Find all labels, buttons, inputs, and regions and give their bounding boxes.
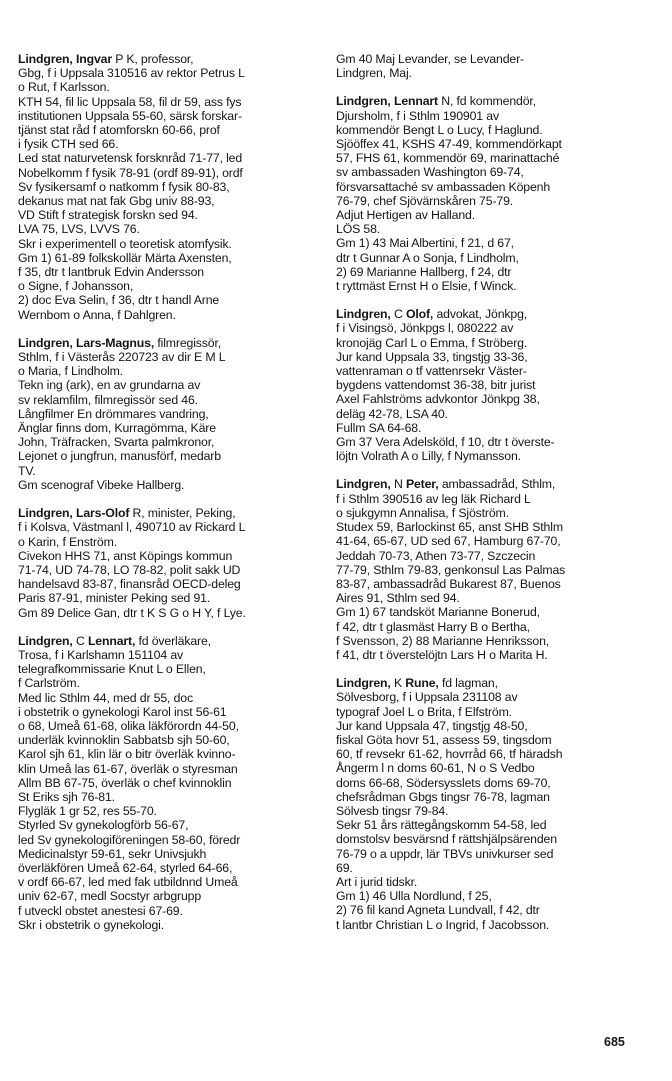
entry-title: advokat, Jönkpg, bbox=[433, 307, 528, 322]
biography-entry bbox=[18, 634, 324, 932]
entry-line: f utveckl obstet anestesi 67-69. bbox=[18, 903, 183, 918]
entry-line: deläg 42-78, LSA 40. bbox=[336, 406, 448, 421]
biography-entry bbox=[336, 94, 636, 293]
entry-line: Nobelkomm f fysik 78-91 (ordf 89-91), ordf bbox=[18, 165, 243, 180]
entry-line: Wernbom o Anna, f Dahlgren. bbox=[18, 307, 176, 322]
entry-line: dtr t Gunnar A o Sonja, f Lindholm, bbox=[336, 250, 519, 265]
entry-line: Adjut Hertigen av Halland. bbox=[336, 208, 475, 223]
entry-line: TV. bbox=[18, 463, 36, 478]
entry-surname: Lindgren, bbox=[336, 477, 391, 492]
entry-line: Skr i experimentell o teoretisk atomfysik. bbox=[18, 236, 232, 251]
entry-line: Gm 1) 43 Mai Albertini, f 21, d 67, bbox=[336, 236, 514, 251]
entry-line: 76-79 o a uppdr, lär TBVs univkurser sed bbox=[336, 846, 554, 861]
entry-title: fd överläkare, bbox=[135, 633, 211, 648]
entry-surname: Lindgren, bbox=[18, 335, 73, 350]
entry-surname: Lindgren, bbox=[18, 506, 73, 521]
entry-line: bygdens vattendomst 36-38, bitr jurist bbox=[336, 378, 536, 393]
entry-line: försvarsattaché sv ambassaden Köpenh bbox=[336, 179, 551, 194]
entry-line: Studex 59, Barlockinst 65, anst SHB Sthlm bbox=[336, 520, 563, 535]
entry-line: Axel Fahlströms advkontor Jönkpg 38, bbox=[336, 392, 540, 407]
entry-line: f Carlström. bbox=[18, 676, 80, 691]
entry-line: Fullm SA 64-68. bbox=[336, 420, 422, 435]
entry-line: f i Sthlm 390516 av leg läk Richard L bbox=[336, 491, 531, 506]
entry-heading bbox=[336, 94, 636, 108]
entry-line: o sjukgymn Annalisa, f Sjöström. bbox=[336, 505, 509, 520]
entry-line: o Rut, f Karlsson. bbox=[18, 80, 110, 95]
entry-line: LVA 75, LVS, LVVS 76. bbox=[18, 222, 140, 237]
entry-line: KTH 54, fil lic Uppsala 58, fil dr 59, ass fys bbox=[18, 94, 242, 109]
entry-initials: C bbox=[72, 633, 88, 648]
entry-line: Djursholm, f i Sthlm 190901 av bbox=[336, 108, 499, 123]
entry-given-name: Lennart, bbox=[87, 633, 136, 648]
entry-heading bbox=[336, 477, 636, 491]
entry-line: Art i jurid tidskr. bbox=[336, 874, 418, 889]
entry-line: Tekn ing (ark), en av grundarna av bbox=[18, 378, 201, 393]
entry-line: VD Stift f strategisk forskn sed 94. bbox=[18, 208, 198, 223]
entry-line: John, Träfracken, Svarta palmkronor, bbox=[18, 435, 215, 450]
entry-line: 2) 69 Marianne Hallberg, f 24, dtr bbox=[336, 264, 512, 279]
entry-given-name: Lars-Olof bbox=[75, 506, 130, 521]
biography-entry bbox=[18, 52, 324, 322]
entry-line: Jur kand Uppsala 47, tingstjg 48-50, bbox=[336, 718, 528, 733]
entry-line: Gm 89 Delice Gan, dtr t K S G o H Y, f Lye. bbox=[18, 605, 246, 620]
entry-line: 60, tf revsekr 61-62, hovrråd 66, tf häradsh bbox=[336, 747, 563, 762]
entry-line: Änglar finns dom, Kurragömma, Käre bbox=[18, 421, 216, 436]
entry-line: 2) 76 fil kand Agneta Lundvall, f 42, dtr bbox=[336, 903, 540, 918]
entry-line: t lantbr Christian L o Ingrid, f Jacobsson. bbox=[336, 917, 550, 932]
biography-entry bbox=[336, 307, 636, 463]
entry-line: f 42, dtr t glasmäst Harry B o Bertha, bbox=[336, 619, 530, 634]
entry-line: Led stat naturvetensk forsknråd 71-77, led bbox=[18, 151, 243, 166]
entry-line: f Svensson, 2) 88 Marianne Henriksson, bbox=[336, 633, 550, 648]
entry-heading bbox=[18, 634, 324, 648]
entry-line: chefsrådman Gbgs tingsr 76-78, lagman bbox=[336, 789, 550, 804]
entry-heading bbox=[336, 307, 636, 321]
entry-line: klin Umeå las 61-67, överläk o styresman bbox=[18, 761, 238, 776]
entry-heading bbox=[18, 336, 324, 350]
entry-line: Medicinalstyr 59-61, sekr Univsjukh bbox=[18, 846, 207, 861]
right-column bbox=[336, 52, 636, 946]
entry-line: 71-74, UD 74-78, LO 78-82, polit sakk UD bbox=[18, 562, 241, 577]
entry-heading bbox=[18, 506, 324, 520]
entry-line: Gm 1) 67 tandsköt Marianne Bonerud, bbox=[336, 605, 540, 620]
entry-line: 77-79, Sthlm 79-83, genkonsul Las Palmas bbox=[336, 562, 566, 577]
entry-line: sv reklamfilm, filmregissör sed 46. bbox=[18, 392, 198, 407]
entry-line: överläkfören Umeå 62-64, styrled 64-66, bbox=[18, 860, 233, 875]
entry-line: typograf Joel L o Brita, f Elfström. bbox=[336, 704, 512, 719]
entry-surname: Lindgren, bbox=[336, 676, 391, 691]
entry-line: univ 62-67, medl Socstyr arbgrupp bbox=[18, 889, 202, 904]
entry-title: N, fd kommendör, bbox=[438, 94, 536, 109]
entry-line: Sölvesb tingsr 79-84. bbox=[336, 803, 449, 818]
entry-line: telegrafkommissarie Knut L o Ellen, bbox=[18, 662, 206, 677]
left-column bbox=[18, 52, 324, 946]
entry-line: t ryttmäst Ernst H o Elsie, f Winck. bbox=[336, 279, 517, 294]
entry-line: Lejonet o jungfrun, manusförf, medarb bbox=[18, 449, 221, 464]
entry-line: underläk kvinnoklin Sabbatsb sjh 50-60, bbox=[18, 733, 230, 748]
entry-surname: Lindgren, bbox=[336, 307, 391, 322]
page-number: 685 bbox=[604, 1035, 625, 1049]
entry-line: kronojäg Carl L o Emma, f Ströberg. bbox=[336, 335, 528, 350]
entry-line: kommendör Bengt L o Lucy, f Haglund. bbox=[336, 122, 543, 137]
entry-line: f 41, dtr t överstelöjtn Lars H o Marita H. bbox=[336, 647, 548, 662]
entry-line: Gm 1) 61-89 folkskollär Märta Axensten, bbox=[18, 250, 232, 265]
entry-title: filmregissör, bbox=[154, 335, 222, 350]
entry-given-name: Peter, bbox=[405, 477, 439, 492]
entry-line: Jur kand Uppsala 33, tingstjg 33-36, bbox=[336, 349, 528, 364]
entry-line: v ordf 66-67, led med fak utbildnnd Umeå bbox=[18, 875, 238, 890]
entry-line: handelsavd 83-87, finansråd OECD-deleg bbox=[18, 577, 241, 592]
entry-line: institutionen Uppsala 55-60, särsk forskar- bbox=[18, 108, 242, 123]
biography-entry bbox=[18, 336, 324, 492]
entry-initials: K bbox=[390, 676, 406, 691]
entry-line: 57, FHS 61, kommendör 69, marinattaché bbox=[336, 151, 560, 166]
entry-line: Aires 91, Sthlm sed 94. bbox=[336, 591, 460, 606]
biography-entry bbox=[336, 52, 636, 80]
entry-line: sv ambassaden Washington 69-74, bbox=[336, 165, 524, 180]
entry-line: o Karin, f Enström. bbox=[18, 534, 117, 549]
entry-given-name: Rune, bbox=[405, 676, 439, 691]
entry-line: Gbg, f i Uppsala 310516 av rektor Petrus L bbox=[18, 66, 245, 81]
entry-line: i obstetrik o gynekologi Karol inst 56-61 bbox=[18, 704, 227, 719]
entry-line: Ångerm l n doms 60-61, N o S Vedbo bbox=[336, 761, 535, 776]
entry-given-name: Olof, bbox=[405, 307, 434, 322]
entry-line: Sthlm, f i Västerås 220723 av dir E M L bbox=[18, 350, 226, 365]
entry-line: Allm BB 67-75, överläk o chef kvinnoklin bbox=[18, 775, 232, 790]
entry-title: fd lagman, bbox=[438, 676, 498, 691]
biography-entry bbox=[336, 477, 636, 662]
entry-line: o Maria, f Lindholm. bbox=[18, 364, 123, 379]
entry-line: Långfilmer En drömmares vandring, bbox=[18, 406, 209, 421]
entry-line: Sölvesborg, f i Uppsala 231108 av bbox=[336, 690, 518, 705]
entry-given-name: Lennart bbox=[393, 94, 438, 109]
entry-heading bbox=[336, 676, 636, 690]
entry-title: ambassadråd, Sthlm, bbox=[438, 477, 556, 492]
entry-line: f i Kolsva, Västmanl l, 490710 av Rickard L bbox=[18, 520, 246, 535]
entry-line: i fysik CTH sed 66. bbox=[18, 137, 119, 152]
entry-line: Trosa, f i Karlshamn 151104 av bbox=[18, 647, 184, 662]
entry-line: domstolsv besvärsnd f rättshjälpsärenden bbox=[336, 832, 557, 847]
entry-line: Skr i obstetrik o gynekologi. bbox=[18, 917, 165, 932]
entry-line: 69. bbox=[336, 860, 353, 875]
entry-line: dekanus mat nat fak Gbg univ 88-93, bbox=[18, 194, 215, 209]
entry-initials: C bbox=[390, 307, 406, 322]
entry-given-name: Lars-Magnus, bbox=[75, 335, 155, 350]
entry-line: fiskal Göta hovr 51, assess 59, tingsdom bbox=[336, 732, 552, 747]
entry-line: o 68, Umeå 61-68, olika läkförordn 44-50, bbox=[18, 718, 239, 733]
entry-given-name: Ingvar bbox=[75, 52, 112, 66]
entry-line: Gm scenograf Vibeke Hallberg. bbox=[18, 477, 185, 492]
entry-line: tjänst stat råd f atomforskn 60-66, prof bbox=[18, 123, 220, 138]
entry-line: 83-87, ambassadråd Bukarest 87, Buenos bbox=[336, 576, 561, 591]
entry-heading bbox=[18, 52, 324, 66]
biography-entry bbox=[336, 676, 636, 932]
entry-surname: Lindgren, bbox=[18, 633, 73, 648]
entry-line: Lindgren, Maj. bbox=[336, 66, 412, 81]
entry-line: doms 66-68, Södersysslets doms 69-70, bbox=[336, 775, 551, 790]
entry-initials: N bbox=[390, 477, 406, 492]
entry-line: o Signe, f Johansson, bbox=[18, 279, 134, 294]
entry-line: led Sv gynekologiföreningen 58-60, föredr bbox=[18, 832, 241, 847]
entry-surname: Lindgren, bbox=[336, 94, 391, 109]
entry-line: 2) doc Eva Selin, f 36, dtr t handl Arne bbox=[18, 293, 220, 308]
entry-line: 41-64, 65-67, UD sed 67, Hamburg 67-70, bbox=[336, 534, 561, 549]
entry-line: Flygläk 1 gr 52, res 55-70. bbox=[18, 804, 157, 819]
entry-line: Paris 87-91, minister Peking sed 91. bbox=[18, 591, 211, 606]
entry-line: Styrled Sv gynekologförb 56-67, bbox=[18, 818, 189, 833]
entry-line: f 35, dtr t lantbruk Edvin Andersson bbox=[18, 265, 204, 280]
entry-line: vattenraman o tf vattenrsekr Väster- bbox=[336, 364, 527, 379]
entry-line: Civekon HHS 71, anst Köpings kommun bbox=[18, 548, 233, 563]
entry-line: Sv fysikersamf o natkomm f fysik 80-83, bbox=[18, 179, 230, 194]
entry-line: Med lic Sthlm 44, med dr 55, doc bbox=[18, 690, 193, 705]
entry-title: R, minister, Peking, bbox=[129, 506, 236, 521]
entry-line: 76-79, chef Sjövärnskåren 75-79. bbox=[336, 193, 514, 208]
entry-line: Jeddah 70-73, Athen 73-77, Szczecin bbox=[336, 548, 536, 563]
entry-line: Karol sjh 61, klin lär o bitr överläk kvinno- bbox=[18, 747, 236, 762]
entry-title: P K, professor, bbox=[111, 52, 194, 66]
entry-line: löjtn Volrath A o Lilly, f Nymansson. bbox=[336, 449, 521, 464]
entry-surname: Lindgren, bbox=[18, 52, 73, 66]
entry-line: St Eriks sjh 76-81. bbox=[18, 789, 115, 804]
entry-line: Gm 1) 46 Ulla Nordlund, f 25, bbox=[336, 889, 492, 904]
entry-line: Gm 37 Vera Adelsköld, f 10, dtr t överste- bbox=[336, 435, 555, 450]
entry-line: f i Visingsö, Jönkpgs l, 080222 av bbox=[336, 321, 514, 336]
entry-line: Sjööffex 41, KSHS 47-49, kommendörkapt bbox=[336, 137, 562, 152]
entry-line: Sekr 51 års rättegångskomm 54-58, led bbox=[336, 818, 547, 833]
entry-line: LÖS 58. bbox=[336, 222, 381, 237]
biography-entry bbox=[18, 506, 324, 620]
entry-line: Gm 40 Maj Levander, se Levander- bbox=[336, 52, 524, 66]
